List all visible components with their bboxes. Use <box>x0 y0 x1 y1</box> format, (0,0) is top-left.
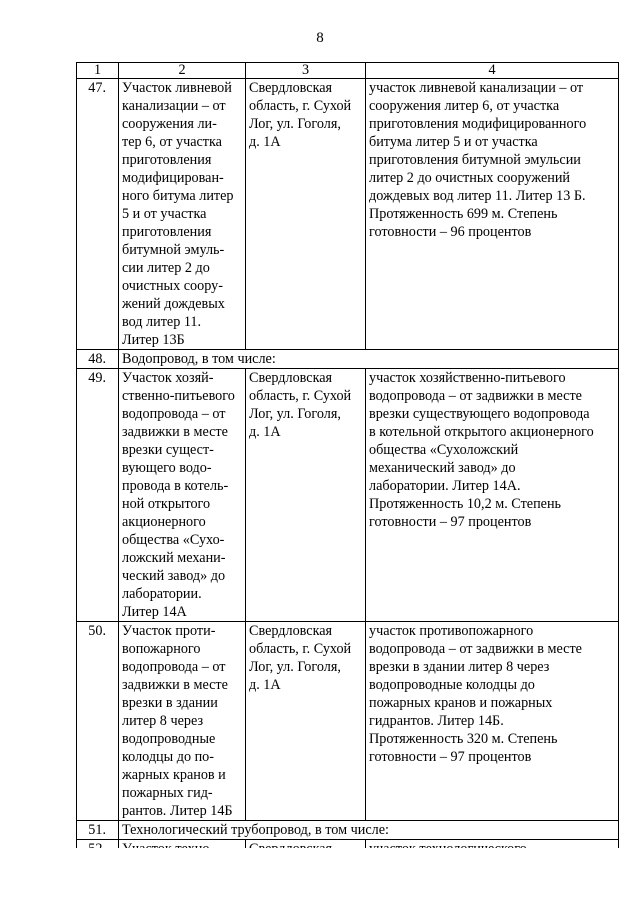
property-table <box>76 62 619 877</box>
table-header-row <box>77 63 619 79</box>
column-header-2: 2 <box>119 63 246 79</box>
page-bottom-margin <box>0 848 640 905</box>
section-row <box>77 350 619 369</box>
column-header-1: 1 <box>77 63 119 79</box>
row-number: 47. <box>77 79 119 350</box>
table-row <box>77 369 619 622</box>
page-number: 8 <box>316 30 324 46</box>
object-name: Участок хозяй- ственно-питьевого водопровода – от задвижки в месте врезки сущест- вующего водо- провода в котель- ной открытого акционерного общества «Сухо- ложский механи- ческий завод» до лаборатории. Литер 14А <box>119 369 246 622</box>
row-number: 48. <box>77 350 119 369</box>
section-title: Водопровод, в том числе: <box>119 350 619 369</box>
object-name: Участок проти- вопожарного водопровода – от задвижки в месте врезки в здании литер 8 через водопроводные колодцы до по- жарных кранов и пожарных гид- рантов. Литер 14Б <box>119 622 246 821</box>
object-address: Свердловская область, г. Сухой Лог, ул. Гоголя, д. 1А <box>246 369 366 622</box>
object-name: Участок ливневой канализации – от сооружения ли- тер 6, от участка приготовления модифицирован- ного битума литер 5 и от участка приготовления битумной эмуль- сии литер 2 до очистных соору- жений дождевых вод литер 11. Литер 13Б <box>119 79 246 350</box>
row-number: 50. <box>77 622 119 821</box>
table-row <box>77 79 619 350</box>
object-address: Свердловская область, г. Сухой Лог, ул. Гоголя, д. 1А <box>246 79 366 350</box>
section-row <box>77 821 619 840</box>
column-header-3: 3 <box>246 63 366 79</box>
row-number: 49. <box>77 369 119 622</box>
object-description: участок хозяйственно-питьевого водопровода – от задвижки в месте врезки существующего водопровода в котельной открытого акционерного общества «Сухоложский механический завод» до лаборатории. Литер 14А. Протяженность 10,2 м. Степень готовности – 97 процентов <box>366 369 619 622</box>
table-row <box>77 622 619 821</box>
object-address: Свердловская область, г. Сухой Лог, ул. Гоголя, д. 1А <box>246 622 366 821</box>
object-description: участок ливневой канализации – от сооружения литер 6, от участка приготовления модифицированного битума литер 5 и от участка приготовления битумной эмульсии литер 2 до очистных сооружений дождевых вод литер 11. Литер 13 Б. Протяженность 699 м. Степень готовности – 96 процентов <box>366 79 619 350</box>
section-title: Технологический трубопровод, в том числе: <box>119 821 619 840</box>
column-header-4: 4 <box>366 63 619 79</box>
object-description: участок противопожарного водопровода – от задвижки в месте врезки в здании литер 8 через водопроводные колодцы до пожарных кранов и пожарных гидрантов. Литер 14Б. Протяженность 320 м. Степень готовности – 97 процентов <box>366 622 619 821</box>
row-number: 51. <box>77 821 119 840</box>
